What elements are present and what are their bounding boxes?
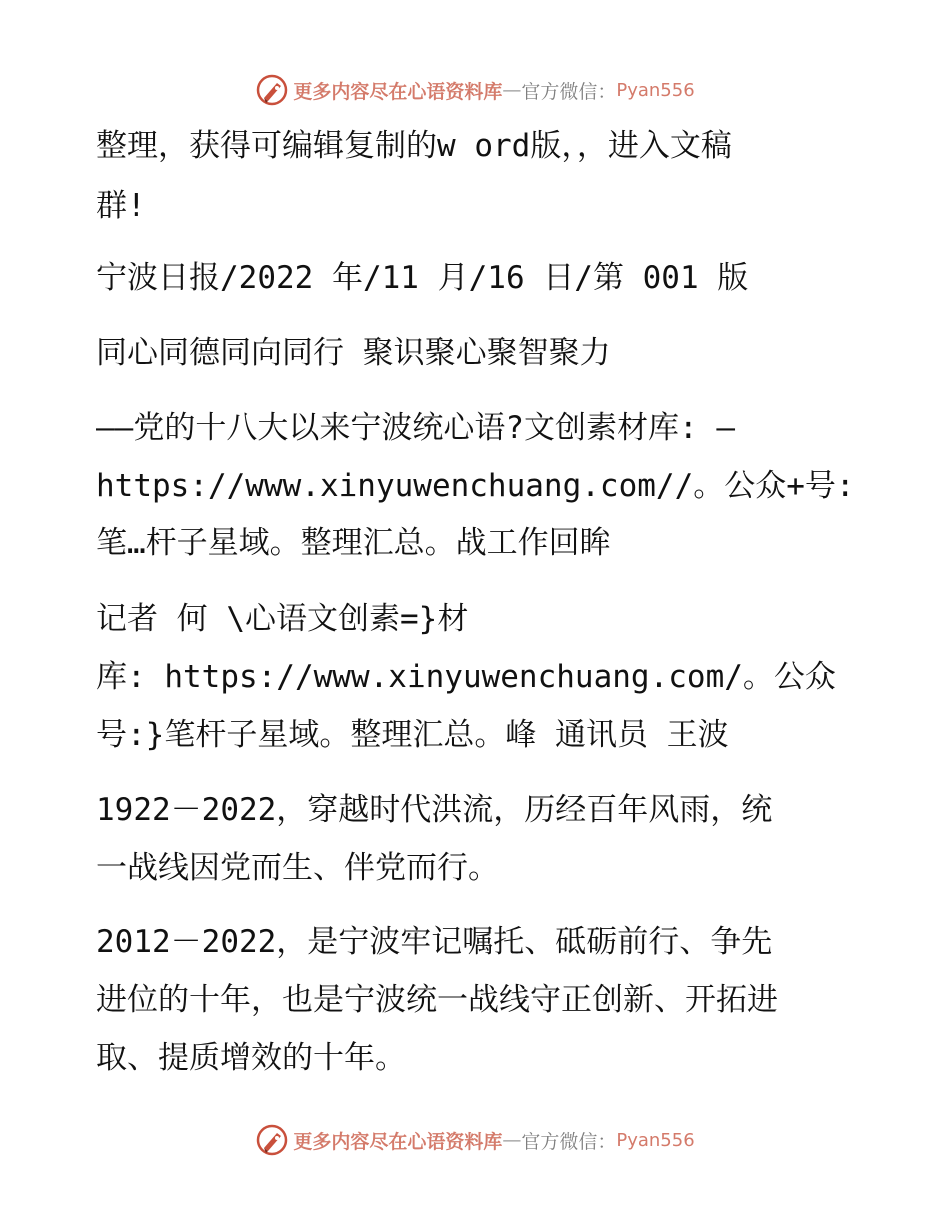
- text-line: 一战线因党而生、伴党而行。: [96, 850, 499, 886]
- text-line: 进位的十年，也是宁波统一战线守正创新、开拓进: [96, 982, 778, 1018]
- text-line: 记者 何 \心语文创素=}材: [96, 601, 469, 637]
- banner-separator: —: [502, 1129, 522, 1151]
- pen-logo-icon: [255, 1123, 289, 1157]
- text-line: 取、提质增效的十年。: [96, 1040, 406, 1076]
- text-line: 笔…杆子星域。整理汇总。战工作回眸: [96, 525, 611, 561]
- banner-wechat-id: Pyan556: [616, 1129, 695, 1151]
- text-line: 整理，获得可编辑复制的w ord版，，进入文稿: [96, 128, 732, 164]
- pen-logo-icon: [255, 73, 289, 107]
- text-line: 2012－2022，是宁波牢记嘱托、砥砺前行、争先: [96, 924, 773, 960]
- text-line: 宁波日报/2022 年/11 月/16 日/第 001 版: [96, 260, 749, 296]
- text-line: 号:}笔杆子星域。整理汇总。峰 通讯员 王波: [96, 717, 729, 753]
- banner-main-text: 更多内容尽在心语资料库: [293, 80, 503, 103]
- banner-main-text: 更多内容尽在心语资料库: [293, 1130, 503, 1153]
- banner-separator: —: [502, 79, 522, 101]
- header-banner: [0, 70, 950, 110]
- text-line: 同心同德同向同行 聚识聚心聚智聚力: [96, 335, 611, 371]
- banner-label: 官方微信：: [521, 1130, 617, 1153]
- text-line: ——党的十八大以来宁波统心语?文创素材库: —: [96, 410, 735, 446]
- footer-banner: [0, 1120, 950, 1160]
- text-line: 1922－2022，穿越时代洪流，历经百年风雨，统: [96, 792, 773, 828]
- banner-wechat-id: Pyan556: [616, 79, 695, 101]
- banner-label: 官方微信：: [521, 80, 617, 103]
- text-line: 群!: [96, 188, 146, 224]
- text-line: 库: https://www.xinyuwenchuang.com/。公众: [96, 659, 836, 695]
- text-line: https://www.xinyuwenchuang.com//。公众+号:: [96, 468, 855, 504]
